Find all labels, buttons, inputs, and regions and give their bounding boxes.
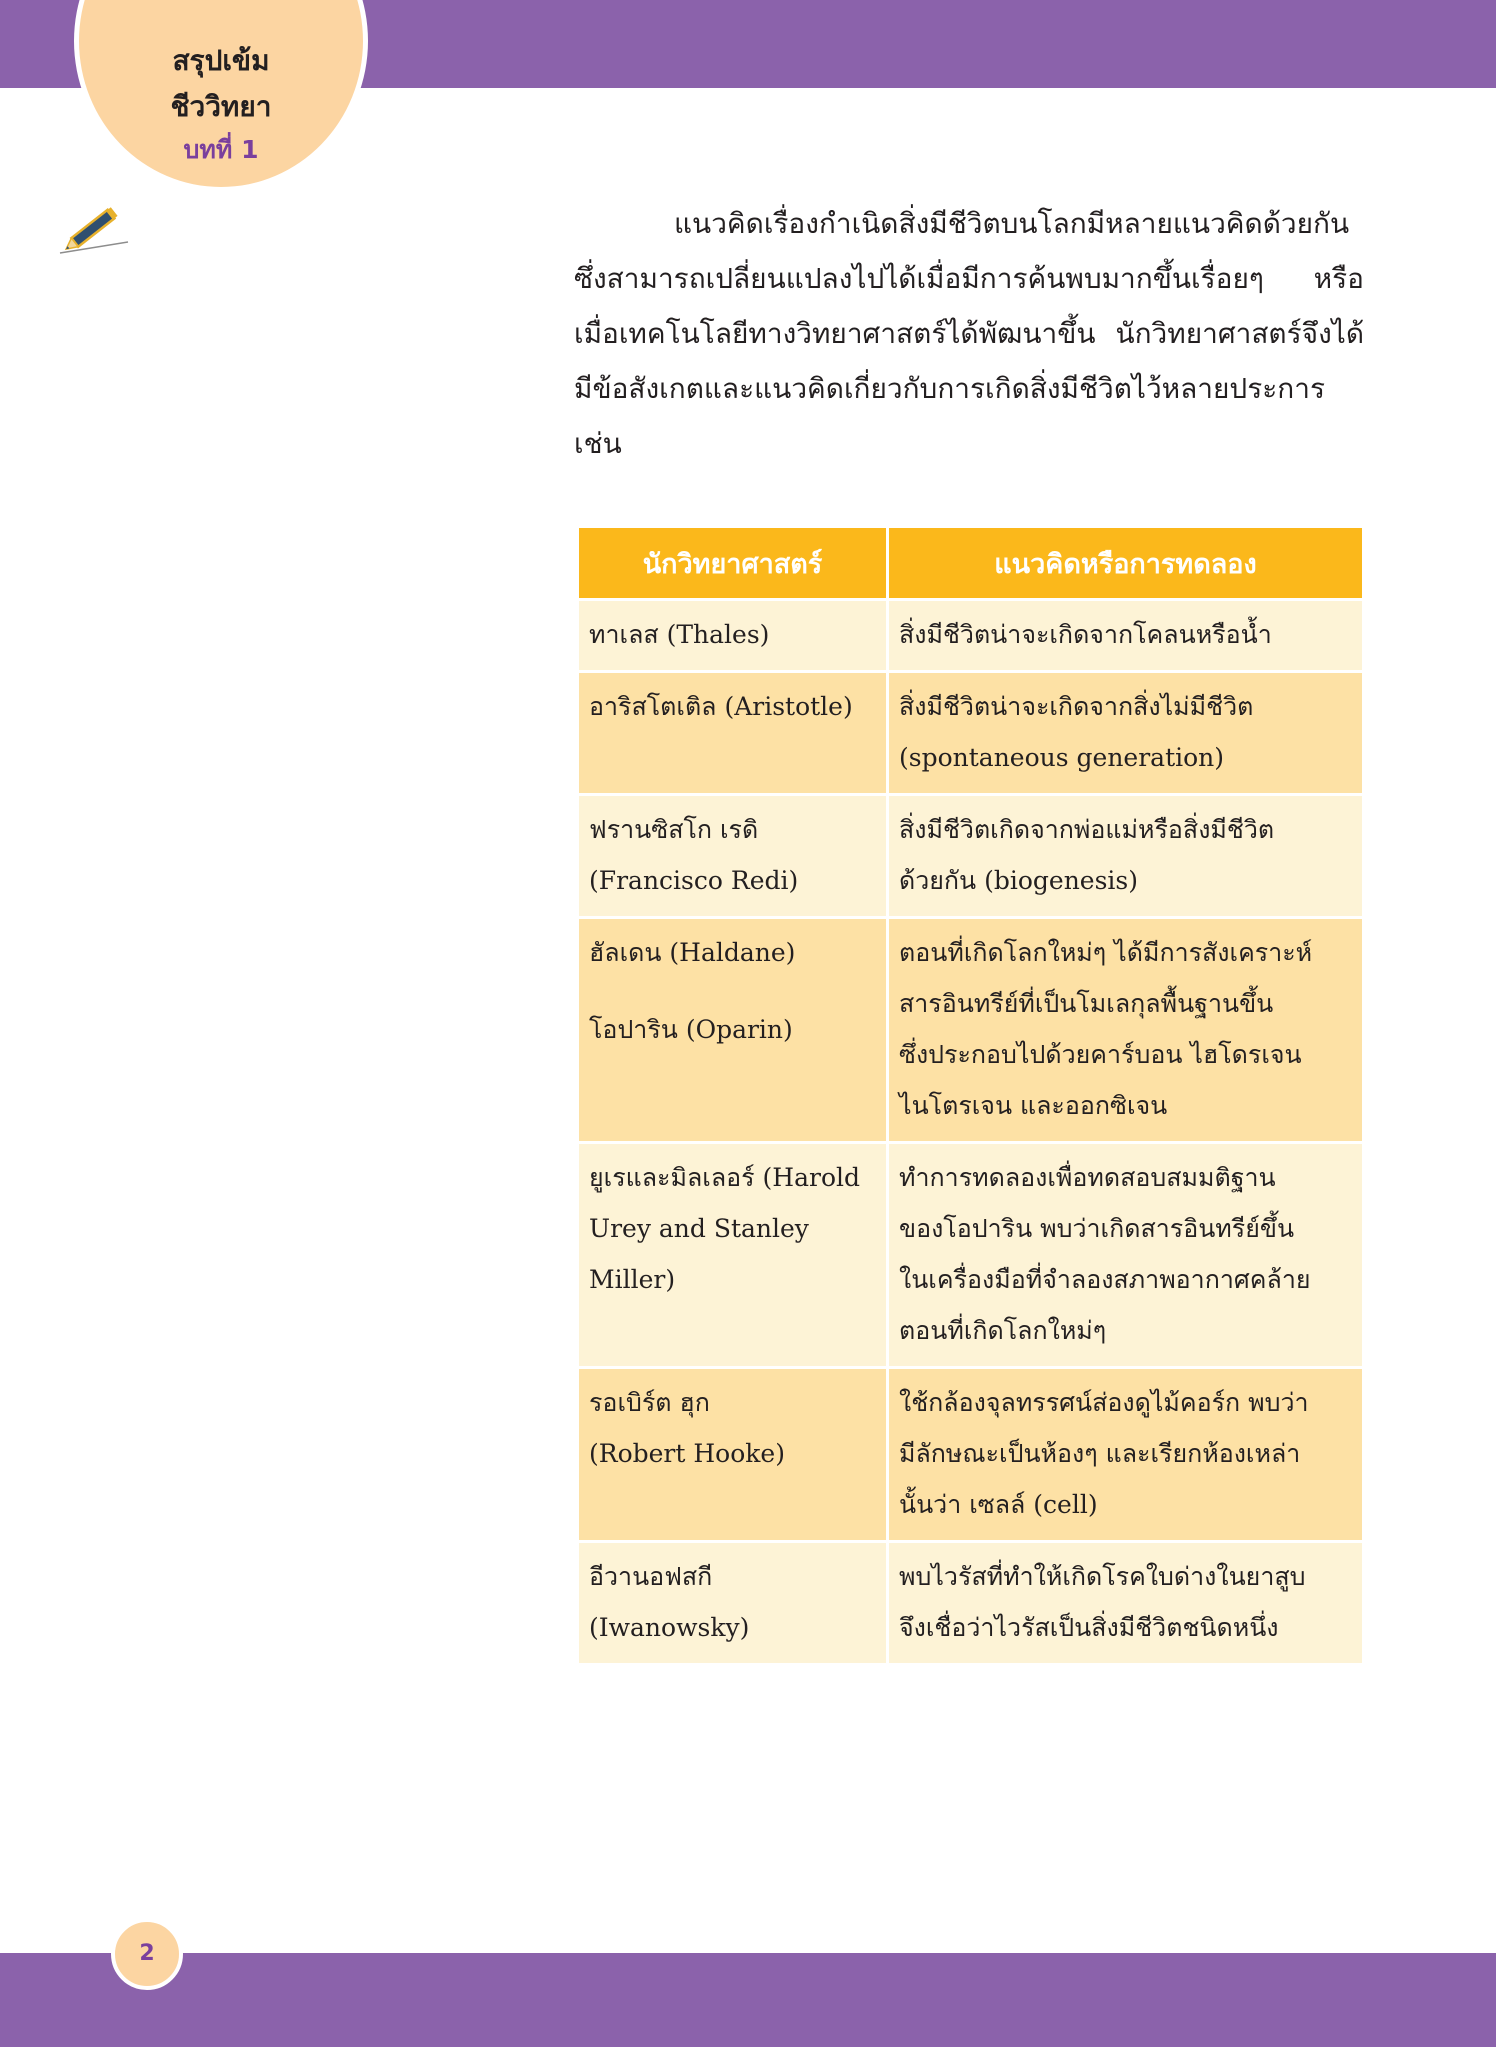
concept-line: นั้นว่า เซลล์ (cell) bbox=[899, 1490, 1098, 1519]
header-concept: แนวคิดหรือการทดลอง bbox=[888, 527, 1364, 600]
pencil-icon bbox=[56, 198, 132, 258]
concept-line: ตอนที่เกิดโลกใหม่ๆ ได้มีการสังเคราะห์ bbox=[899, 938, 1313, 967]
scientist-line: ฮัลเดน (Haldane) bbox=[589, 938, 796, 967]
table-row bbox=[578, 918, 1364, 1143]
scientist-line: Urey and Stanley Miller) bbox=[589, 1214, 809, 1294]
book-title-line1: สรุปเข้ม bbox=[172, 44, 270, 77]
scientist-line: (Francisco Redi) bbox=[589, 866, 799, 895]
concept-cell bbox=[888, 600, 1364, 672]
concept-line: จึงเชื่อว่าไวรัสเป็นสิ่งมีชีวิตชนิดหนึ่ง bbox=[899, 1613, 1279, 1642]
concept-line: มีลักษณะเป็นห้องๆ และเรียกห้องเหล่า bbox=[899, 1439, 1301, 1468]
scientist-cell bbox=[578, 600, 888, 672]
table-body bbox=[578, 600, 1364, 1665]
scientist-line: อาริสโตเติล (Aristotle) bbox=[589, 692, 853, 721]
table-row bbox=[578, 600, 1364, 672]
table-header-row bbox=[578, 527, 1364, 600]
concept-line: ใช้กล้องจุลทรรศน์ส่องดูไม้คอร์ก พบว่า bbox=[899, 1388, 1309, 1417]
concept-line: สารอินทรีย์ที่เป็นโมเลกุลพื้นฐานขึ้น bbox=[899, 989, 1274, 1018]
concept-line: ไนโตรเจน และออกซิเจน bbox=[899, 1091, 1168, 1120]
header-scientist: นักวิทยาศาสตร์ bbox=[578, 527, 888, 600]
concept-line: สิ่งมีชีวิตเกิดจากพ่อแม่หรือสิ่งมีชีวิต bbox=[899, 815, 1275, 844]
concept-cell bbox=[888, 795, 1364, 918]
table-row bbox=[578, 1542, 1364, 1665]
concept-line: ในเครื่องมือที่จำลองสภาพอากาศคล้าย bbox=[899, 1265, 1311, 1294]
origin-of-life-table-container bbox=[576, 525, 1362, 1666]
concept-cell bbox=[888, 1368, 1364, 1542]
scientist-cell bbox=[578, 795, 888, 918]
scientist-cell bbox=[578, 1143, 888, 1368]
table-row bbox=[578, 1368, 1364, 1542]
concept-cell bbox=[888, 672, 1364, 795]
bottom-footer-band bbox=[0, 1953, 1496, 2047]
concept-cell bbox=[888, 918, 1364, 1143]
scientist-line: ทาเลส (Thales) bbox=[589, 620, 770, 649]
concept-line: ของโอปาริน พบว่าเกิดสารอินทรีย์ขึ้น bbox=[899, 1214, 1295, 1243]
scientist-cell bbox=[578, 672, 888, 795]
scientist-line: รอเบิร์ต ฮุก bbox=[589, 1388, 710, 1417]
intro-paragraph: แนวคิดเรื่องกำเนิดสิ่งมีชีวิตบนโลกมีหลายแนวคิดด้วยกัน ซึ่งสามารถเปลี่ยนแปลงไปได้เมื่อมีการค้นพบมากขึ้นเรื่อยๆ หรือเมื่อเทคโนโลยีทางวิทยาศาสตร์ได้พัฒนาขึ้น นักวิทยาศาสตร์จึงได้มีข้อสังเกตและแนวคิดเกี่ยวกับการเกิดสิ่งมีชีวิตไว้หลายประการ เช่น bbox=[574, 207, 1364, 460]
chapter-label: บทที่ 1 bbox=[183, 135, 259, 164]
concept-line: ทำการทดลองเพื่อทดสอบสมมติฐาน bbox=[899, 1163, 1276, 1192]
concept-line: พบไวรัสที่ทำให้เกิดโรคใบด่างในยาสูบ bbox=[899, 1562, 1306, 1591]
concept-line: สิ่งมีชีวิตน่าจะเกิดจากสิ่งไม่มีชีวิต bbox=[899, 692, 1254, 721]
concept-line: (spontaneous generation) bbox=[899, 743, 1225, 772]
page-number: 2 bbox=[111, 1918, 183, 1990]
concept-line: ซึ่งประกอบไปด้วยคาร์บอน ไฮโดรเจน bbox=[899, 1040, 1302, 1069]
scientist-line: (Robert Hooke) bbox=[589, 1439, 785, 1468]
chapter-badge-text bbox=[74, 38, 368, 170]
concept-line: ด้วยกัน (biogenesis) bbox=[899, 866, 1139, 895]
concept-cell bbox=[888, 1542, 1364, 1665]
origin-of-life-table bbox=[576, 525, 1365, 1666]
scientist-cell bbox=[578, 1368, 888, 1542]
book-title-line2: ชีววิทยา bbox=[170, 90, 272, 123]
concept-line: สิ่งมีชีวิตน่าจะเกิดจากโคลนหรือน้ำ bbox=[899, 620, 1272, 649]
table-row bbox=[578, 795, 1364, 918]
scientist-line: อีวานอฟสกี (Iwanowsky) bbox=[589, 1562, 750, 1642]
scientist-line: ยูเรและมิลเลอร์ (Harold bbox=[589, 1163, 860, 1192]
scientist-cell bbox=[578, 1542, 888, 1665]
concept-cell bbox=[888, 1143, 1364, 1368]
concept-line: ตอนที่เกิดโลกใหม่ๆ bbox=[899, 1316, 1107, 1345]
table-row bbox=[578, 1143, 1364, 1368]
table-row bbox=[578, 672, 1364, 795]
scientist-line: โอปาริน (Oparin) bbox=[589, 1015, 793, 1044]
scientist-cell bbox=[578, 918, 888, 1143]
scientist-line: ฟรานซิสโก เรดิ bbox=[589, 815, 759, 844]
